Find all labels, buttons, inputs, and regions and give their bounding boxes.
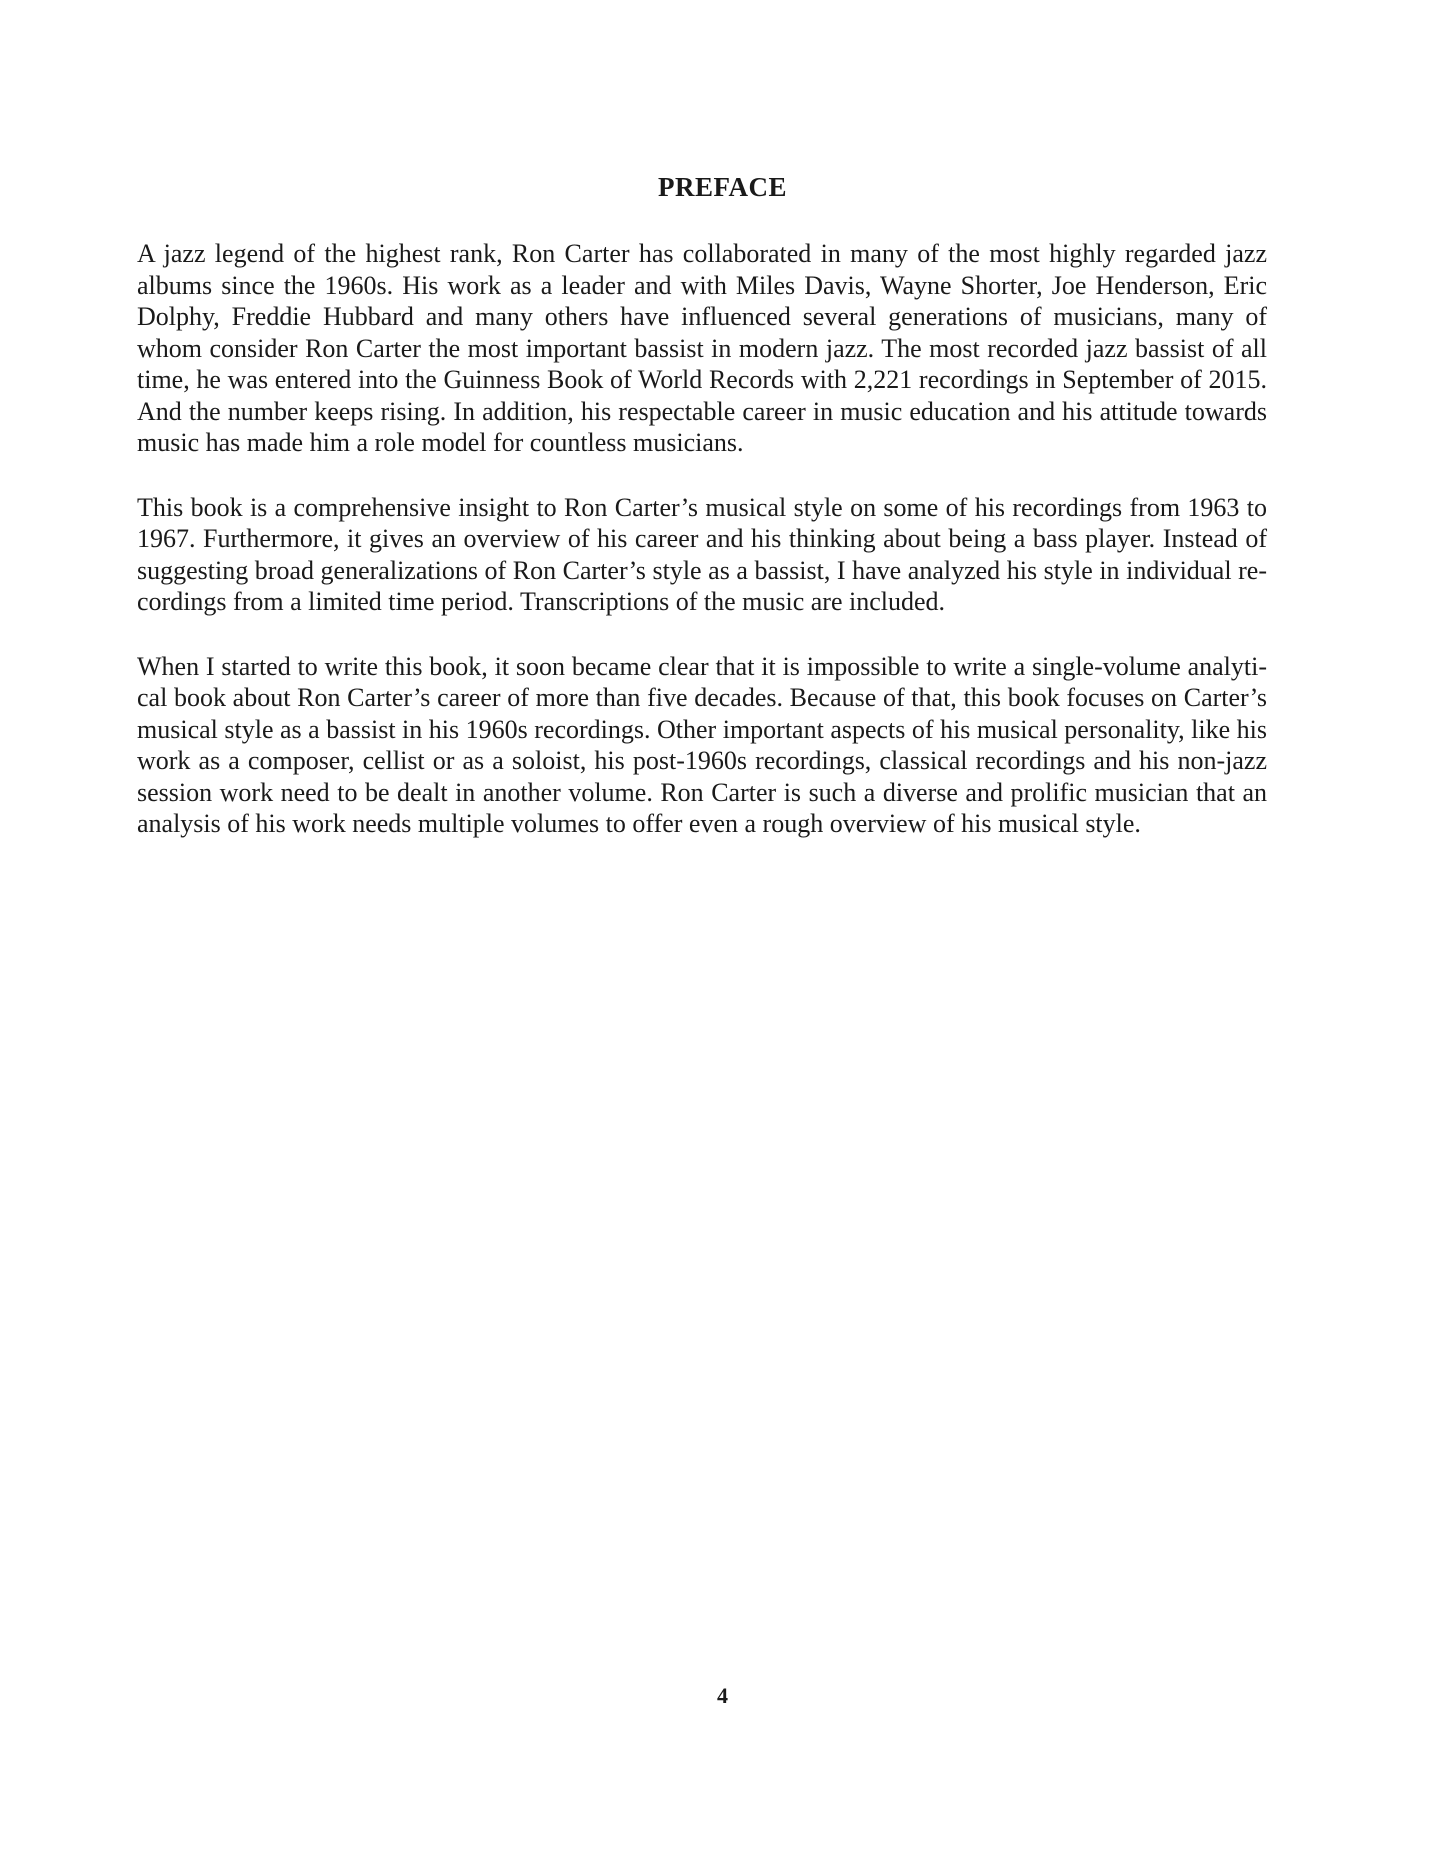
paragraph-2: This book is a comprehensive insight to Ron Carter’s musical style on some of his recordings from 1963 to 1967. Furthermore, it gives an overview of his career and his thinking about being a bass player. Instead of suggesting broad generalizations of Ron Carter’s style as a bassist, I have analyzed his style in individual recordings from a limited time period. Transcriptions of the music are included.: [137, 492, 1267, 616]
page-title: PREFACE: [658, 172, 787, 202]
paragraph-1: A jazz legend of the highest rank, Ron Carter has collaborated in many of the most highly regarded jazz albums since the 1960s. His work as a leader and with Miles Davis, Wayne Shorter, Joe Henderson, Eric Dolphy, Freddie Hubbard and many others have influenced several generations of musicians, many of whom consider Ron Carter the most important bassist in modern jazz. The most recorded jazz bassist of all time, he was entered into the Guinness Book of World Records with 2,221 recordings in September of 2015. And the number keeps rising. In addition, his respectable career in music education and his attitude towards music has made him a role model for countless musicians.: [137, 239, 1267, 457]
page-number: 4: [717, 1683, 728, 1708]
paragraph-3: When I started to write this book, it soon became clear that it is impossible to write a single-volume analytical book about Ron Carter’s career of more than five decades. Because of that, this book focuses on Carter’s musical style as a bassist in his 1960s recordings. Other important aspects of his musical personality, like his work as a composer, cellist or as a soloist, his post-1960s recordings, classical recordings and his non-jazz session work need to be dealt in another volume. Ron Carter is such a diverse and prolific musician that an analysis of his work needs multiple volumes to offer even a rough overview of his musical style.: [137, 651, 1267, 838]
preface-body: [137, 238, 1267, 873]
